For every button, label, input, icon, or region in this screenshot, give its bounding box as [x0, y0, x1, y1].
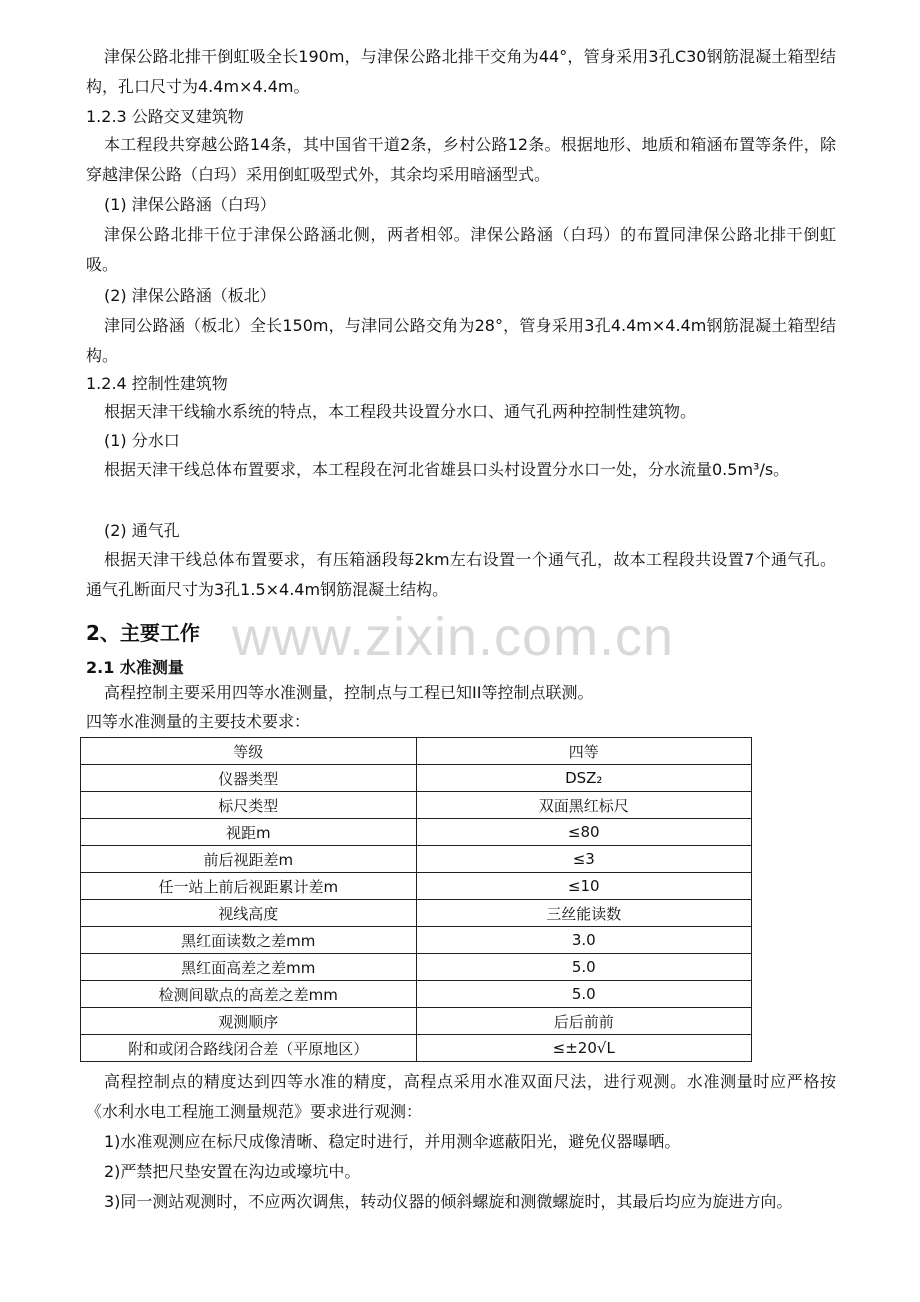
rule-item-3: 3)同一测站观测时，不应两次调焦，转动仪器的倾斜螺旋和测微螺旋时，其最后均应为旋进方向。 — [104, 1192, 793, 1211]
heading-1-2-3: 1.2.3 公路交叉建筑物 — [86, 107, 244, 126]
table-cell: 检测间歇点的高差之差mm — [81, 981, 417, 1008]
table-cell: 双面黑红标尺 — [416, 792, 752, 819]
table-row — [81, 873, 752, 900]
paragraph-table-intro: 四等水准测量的主要技术要求： — [86, 712, 311, 731]
heading-1-2-4: 1.2.4 控制性建筑物 — [86, 374, 228, 393]
table-cell: 后后前前 — [416, 1008, 752, 1035]
table-cell: ≤±20√L — [416, 1035, 752, 1062]
table-cell: 视距m — [81, 819, 417, 846]
paragraph-inverted-siphon: 津保公路北排干倒虹吸全长190m，与津保公路北排干交角为44°，管身采用3孔C30钢筋混凝土箱型结构，孔口尺寸为4.4m×4.4m。 — [86, 47, 836, 96]
paragraph-leveling-intro: 高程控制主要采用四等水准测量，控制点与工程已知II等控制点联测。 — [104, 683, 594, 702]
table-cell: 5.0 — [416, 981, 752, 1008]
rule-item-1: 1)水准观测应在标尺成像清晰、稳定时进行，并用测伞遮蔽阳光，避免仪器曝晒。 — [104, 1132, 681, 1151]
table-cell: ≤3 — [416, 846, 752, 873]
table-cell: 视线高度 — [81, 900, 417, 927]
table-row — [81, 981, 752, 1008]
table-cell: 3.0 — [416, 927, 752, 954]
table-cell: 标尺类型 — [81, 792, 417, 819]
rule-item-2: 2)严禁把尺垫安置在沟边或壕坑中。 — [104, 1162, 361, 1181]
item-vent-hole: (2) 通气孔 — [104, 521, 180, 540]
leveling-requirements-table — [80, 737, 752, 1062]
heading-main-work: 2、主要工作 — [86, 621, 200, 645]
table-cell: 5.0 — [416, 954, 752, 981]
paragraph-road-crossings: 本工程段共穿越公路14条，其中国省干道2条，乡村公路12条。根据地形、地质和箱涵布置等条件，除穿越津保公路（白玛）采用倒虹吸型式外，其余均采用暗涵型式。 — [86, 135, 836, 184]
watermark: www.zixin.com.cn — [232, 607, 675, 667]
paragraph-observation-rules: 高程控制点的精度达到四等水准的精度，高程点采用水准双面尺法，进行观测。水准测量时应严格按《水利水电工程施工测量规范》要求进行观测： — [86, 1072, 836, 1121]
table-cell: 黑红面读数之差mm — [81, 927, 417, 954]
table-row — [81, 738, 752, 765]
table-row — [81, 954, 752, 981]
table-row — [81, 846, 752, 873]
item-baima-culvert: (1) 津保公路涵（白玛） — [104, 195, 276, 214]
table-row — [81, 792, 752, 819]
table-row — [81, 900, 752, 927]
paragraph-control-structures: 根据天津干线输水系统的特点，本工程段共设置分水口、通气孔两种控制性建筑物。 — [104, 402, 697, 421]
table-cell: 任一站上前后视距累计差m — [81, 873, 417, 900]
table-cell: 前后视距差m — [81, 846, 417, 873]
table-cell: ≤80 — [416, 819, 752, 846]
table-cell: 四等 — [416, 738, 752, 765]
heading-leveling: 2.1 水准测量 — [86, 658, 184, 677]
table-row — [81, 1008, 752, 1035]
table-cell: ≤10 — [416, 873, 752, 900]
table-cell: 仪器类型 — [81, 765, 417, 792]
table-cell: 观测顺序 — [81, 1008, 417, 1035]
table-cell: 黑红面高差之差mm — [81, 954, 417, 981]
table-row — [81, 819, 752, 846]
table-cell: 附和或闭合路线闭合差（平原地区） — [81, 1035, 417, 1062]
paragraph-baima-culvert: 津保公路北排干位于津保公路涵北侧，两者相邻。津保公路涵（白玛）的布置同津保公路北排干倒虹吸。 — [86, 225, 836, 274]
paragraph-diversion: 根据天津干线总体布置要求，本工程段在河北省雄县口头村设置分水口一处，分水流量0.5m³/s。 — [104, 460, 790, 479]
table-row — [81, 927, 752, 954]
table-row — [81, 765, 752, 792]
table-row — [81, 1035, 752, 1062]
table-cell: 等级 — [81, 738, 417, 765]
table-cell: DSZ₂ — [416, 765, 752, 792]
item-banbei-culvert: (2) 津保公路涵（板北） — [104, 286, 276, 305]
table-cell: 三丝能读数 — [416, 900, 752, 927]
item-diversion: (1) 分水口 — [104, 431, 180, 450]
paragraph-vent-hole: 根据天津干线总体布置要求，有压箱涵段每2km左右设置一个通气孔，故本工程段共设置7个通气孔。通气孔断面尺寸为3孔1.5×4.4m钢筋混凝土结构。 — [86, 550, 836, 599]
paragraph-banbei-culvert: 津同公路涵（板北）全长150m，与津同公路交角为28°，管身采用3孔4.4m×4.4m钢筋混凝土箱型结构。 — [86, 316, 836, 365]
